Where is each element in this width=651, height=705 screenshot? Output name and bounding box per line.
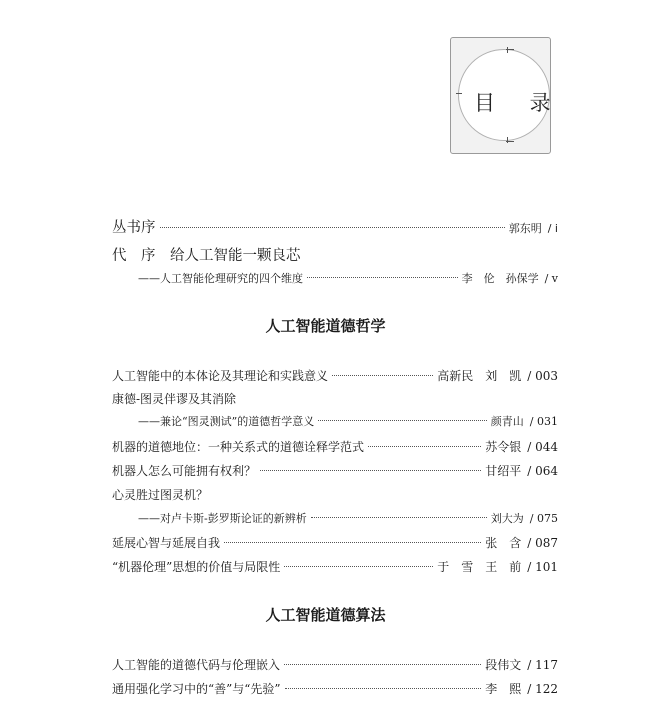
leader-dots (284, 663, 481, 665)
toc-entry[interactable] (112, 558, 558, 575)
entry-title: 通用强化学习中的“善”与“先验” (112, 682, 281, 696)
entry-title: 延展心智与延展自我 (112, 536, 221, 550)
section-heading: 人工智能道德哲学 (265, 317, 386, 335)
entry-author: 张 含 (485, 536, 522, 550)
entry-author: 苏令银 (485, 440, 522, 454)
entry-title: “机器伦理”思想的价值与局限性 (112, 560, 281, 574)
entry-author: 甘绍平 (485, 464, 522, 478)
entry-title: 机器人怎么可能拥有权利？ (112, 464, 257, 478)
entry-page: / 031 (529, 415, 558, 428)
toc-entry[interactable] (112, 216, 558, 237)
emblem-tick-top-bar (506, 49, 514, 50)
toc-entry[interactable] (138, 510, 558, 526)
toc-entry[interactable] (112, 367, 558, 384)
toc-entry[interactable] (112, 534, 558, 551)
emblem-tick-bottom (507, 137, 508, 143)
page-title: 目 录 (474, 91, 565, 115)
entry-subtitle: ——人工智能伦理研究的四个维度 (138, 272, 303, 285)
leader-dots (318, 419, 487, 421)
toc-entry[interactable] (112, 656, 558, 673)
entry-author: 高新民 刘 凯 (437, 369, 522, 383)
leader-dots (368, 445, 481, 447)
entry-subtitle: ——兼论“图灵测试”的道德哲学意义 (138, 415, 315, 428)
entry-title: 机器的道德地位：一种关系式的道德诠释学范式 (112, 440, 365, 454)
entry-author: 李 熙 (485, 682, 522, 696)
toc-emblem (450, 37, 565, 154)
entry-author: 段伟文 (485, 658, 522, 672)
entry-page: / 122 (527, 682, 558, 696)
entry-title: 人工智能中的本体论及其理论和实践意义 (112, 369, 329, 383)
emblem-tick-bottom-bar (506, 141, 514, 142)
entry-author: 于 雪 王 前 (437, 560, 522, 574)
entry-author: 李 伦 孙保学 (461, 272, 539, 285)
entry-author: 刘大为 (490, 512, 524, 525)
leader-dots (160, 226, 505, 228)
entry-page: / 044 (527, 440, 558, 454)
leader-dots (311, 516, 487, 518)
section-heading: 人工智能道德算法 (265, 606, 386, 624)
leader-dots (224, 541, 481, 543)
leader-dots (284, 565, 433, 567)
entry-page: / i (547, 222, 558, 235)
entry-page: / v (544, 272, 558, 285)
entry-subtitle: ——对卢卡斯-彭罗斯论证的新辨析 (138, 512, 307, 525)
leader-dots (332, 374, 433, 376)
toc-entry-heading[interactable]: 代 序 给人工智能一颗良芯 (112, 248, 301, 264)
entry-page: / 087 (527, 536, 558, 550)
entry-page: / 117 (527, 658, 558, 672)
toc-entry[interactable] (112, 462, 558, 479)
entry-page: / 101 (527, 560, 558, 574)
entry-title: 丛书序 (112, 220, 156, 236)
emblem-tick-top (507, 47, 508, 53)
entry-page: / 064 (527, 464, 558, 478)
toc-entry[interactable] (138, 270, 558, 286)
toc-entry-heading[interactable]: 康德-图灵伴谬及其消除 (112, 392, 237, 406)
leader-dots (260, 469, 481, 471)
emblem-tick-left (456, 93, 462, 94)
entry-page: / 003 (527, 369, 558, 383)
leader-dots (307, 276, 458, 278)
entry-title: 人工智能的道德代码与伦理嵌入 (112, 658, 281, 672)
toc-entry[interactable] (112, 680, 558, 697)
entry-page: / 075 (529, 512, 558, 525)
toc-entry-heading[interactable]: 心灵胜过图灵机？ (112, 488, 209, 502)
toc-entry[interactable] (112, 438, 558, 455)
entry-author: 郭东明 (508, 222, 542, 235)
toc-entry[interactable] (138, 413, 558, 429)
leader-dots (285, 687, 482, 689)
entry-author: 颜青山 (490, 415, 524, 428)
